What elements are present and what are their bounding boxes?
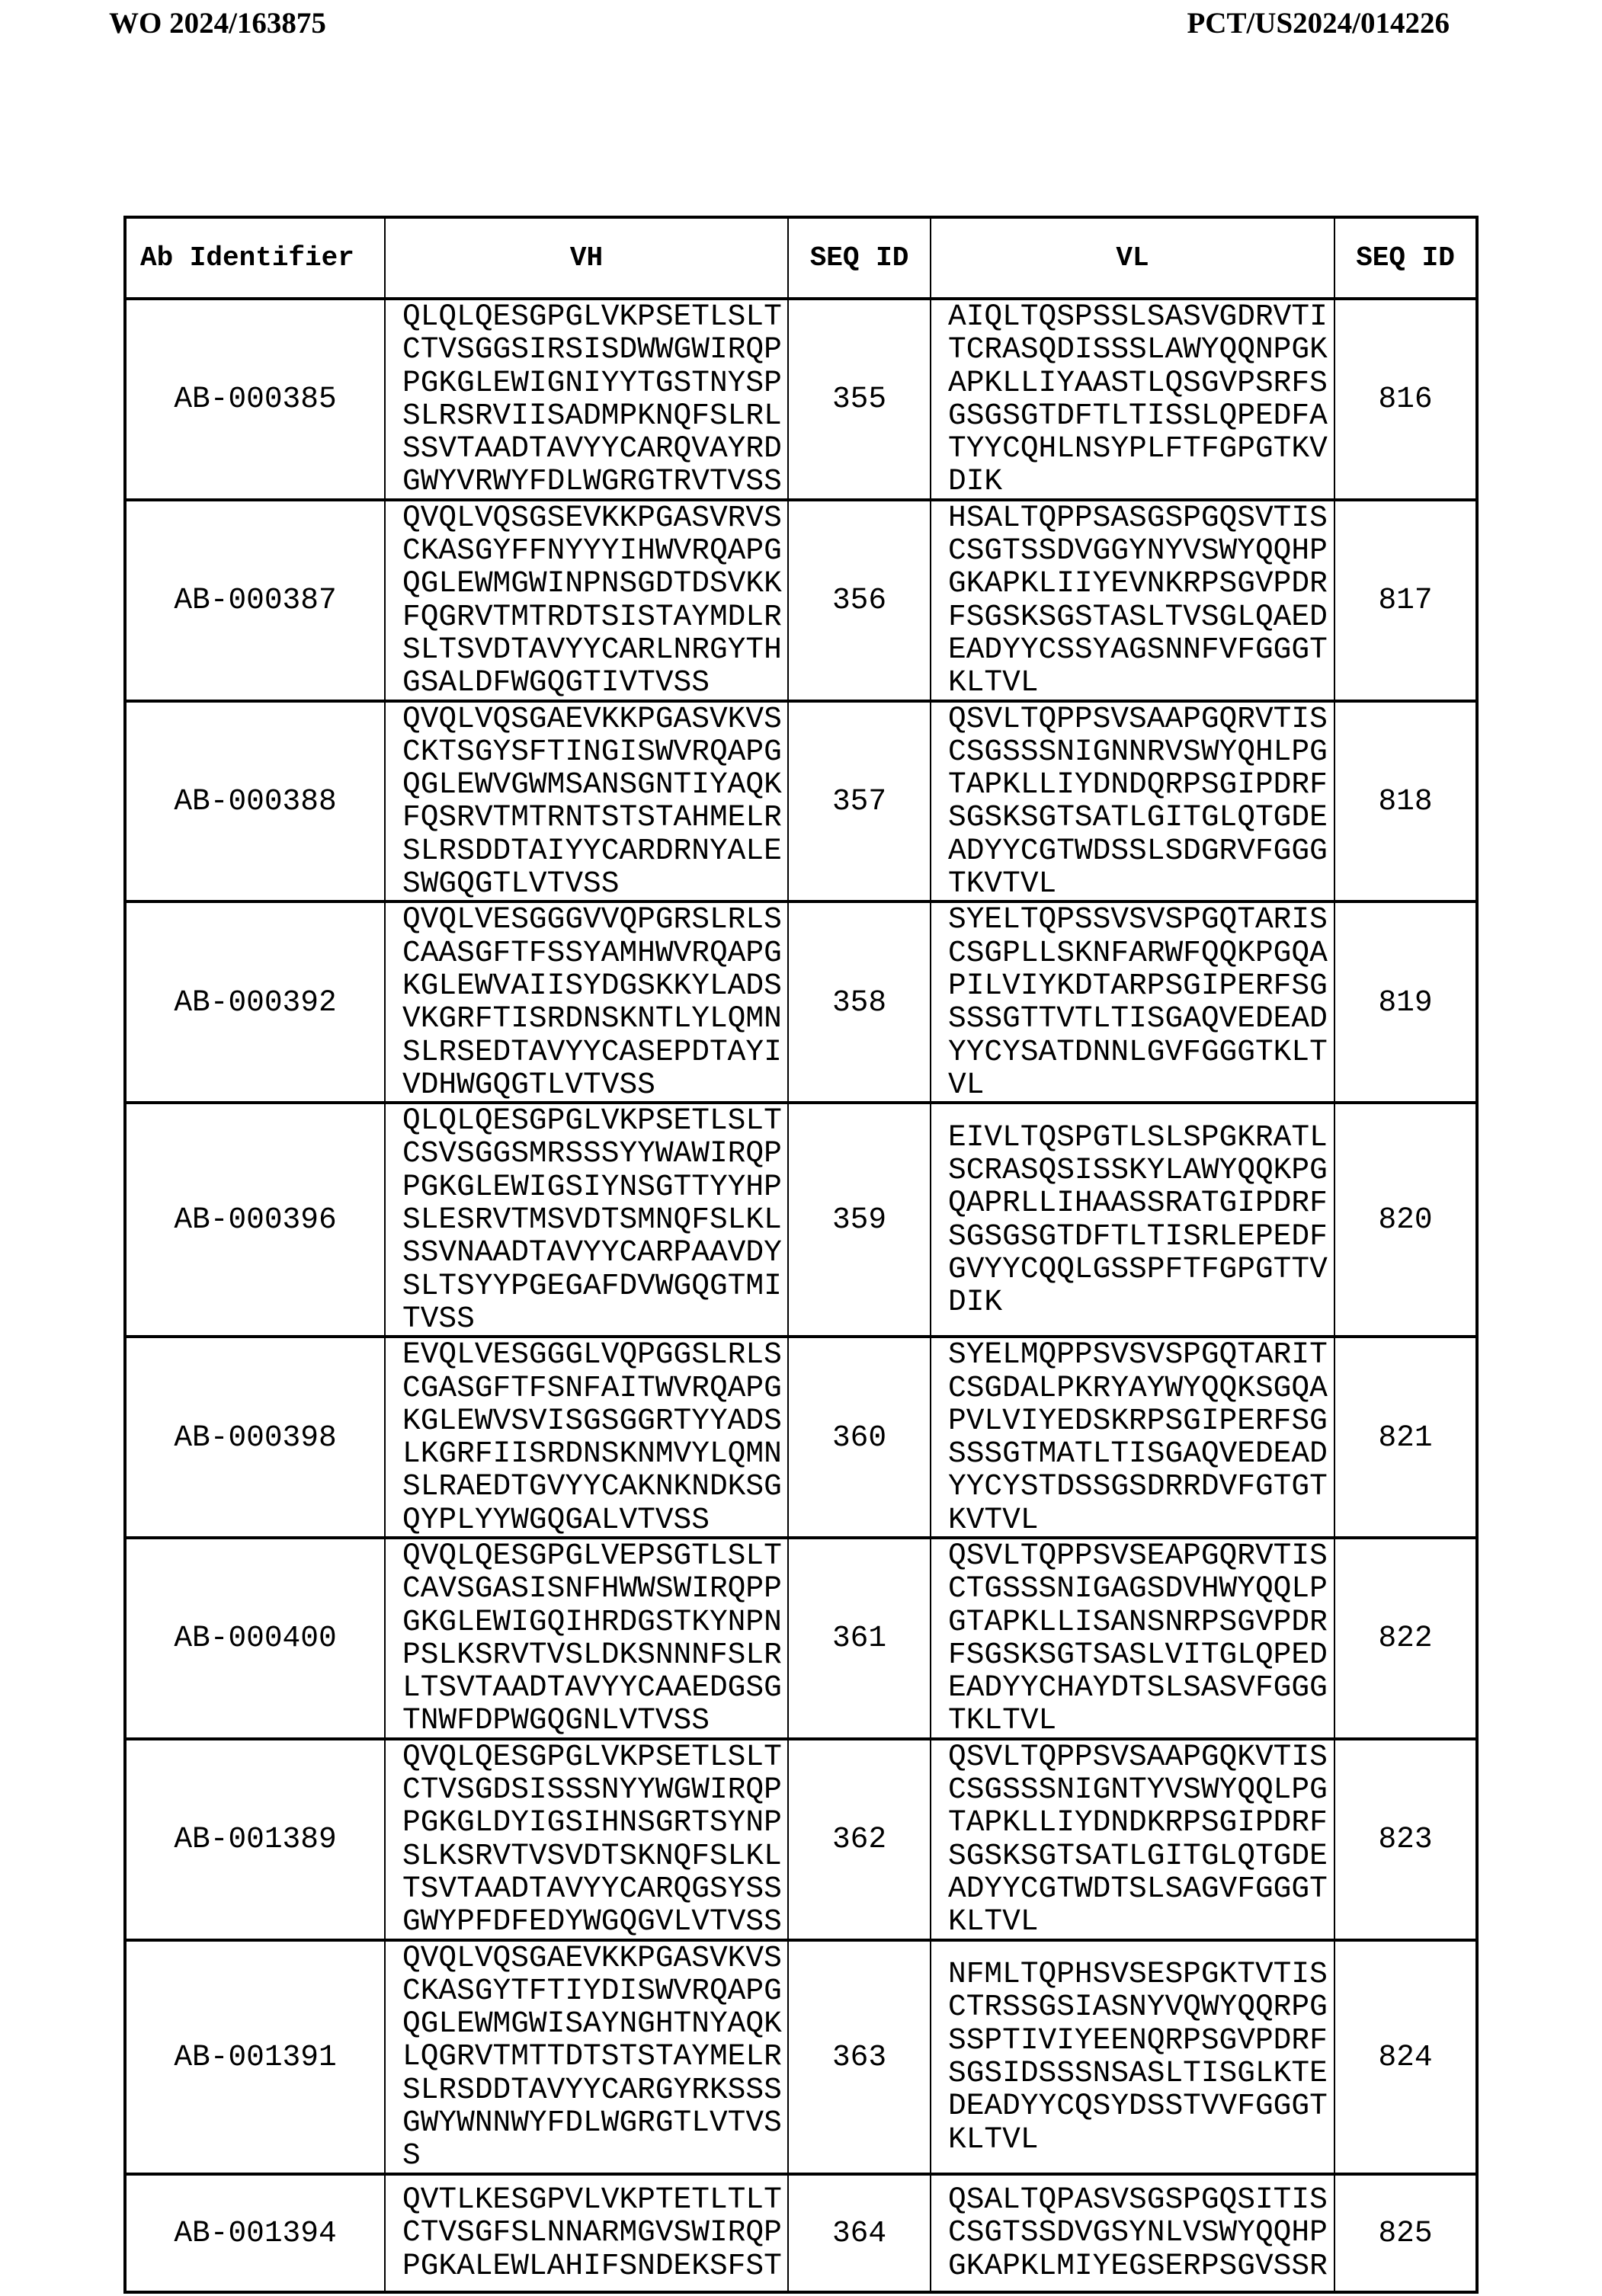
vl-sequence-cell xyxy=(931,1337,1334,1538)
vh-sequence-line: QVQLVESGGGVVQPGRSLRLS xyxy=(402,903,787,936)
vh-sequence-line: TVSS xyxy=(402,1302,787,1335)
vh-sequence-line: PGKGLDYIGSIHNSGRTSYNP xyxy=(402,1806,787,1839)
table-body xyxy=(125,299,1477,2292)
vl-sequence-line: YYCYSATDNNLGVFGGGTKLT xyxy=(948,1036,1334,1068)
vh-sequence-line: CAVSGASISNFHWWSWIRQPP xyxy=(402,1572,787,1605)
vl-sequence-line: SGSKSGTSATLGITGLQTGDE xyxy=(948,1840,1334,1872)
vl-seq-id-cell: 818 xyxy=(1334,701,1477,902)
ab-identifier-cell: AB-000388 xyxy=(125,701,385,902)
vl-sequence-line: NFMLTQPHSVSESPGKTVTIS xyxy=(948,1958,1334,1990)
table-row xyxy=(125,299,1477,500)
vl-sequence-line: QAPRLLIHAASSRATGIPDRF xyxy=(948,1186,1334,1219)
vh-sequence-line: LKGRFIISRDNSKNMVYLQMN xyxy=(402,1437,787,1470)
vl-sequence-line: TKLTVL xyxy=(948,1704,1334,1737)
vh-sequence-line: QVQLVQSGAEVKKPGASVKVS xyxy=(402,703,787,735)
vl-sequence-cell xyxy=(931,1103,1334,1337)
vh-sequence-line: GWYVRWYFDLWGRGTRVTVSS xyxy=(402,465,787,498)
vh-sequence-line: GWYPFDFEDYWGQGVLVTVSS xyxy=(402,1905,787,1938)
vh-sequence-line: QGLEWMGWINPNSGDTDSVKK xyxy=(402,567,787,600)
header-vl: VL xyxy=(931,217,1334,299)
vl-sequence-line: SGSIDSSSNSASLTISGLKTE xyxy=(948,2057,1334,2089)
table-row xyxy=(125,1103,1477,1337)
vl-sequence-line: GKAPKLMIYEGSERPSGVSSR xyxy=(948,2250,1334,2282)
table-header-row xyxy=(125,217,1477,299)
vl-sequence-line: TCRASQDISSSLAWYQQNPGK xyxy=(948,333,1334,366)
vh-sequence-line: LTSVTAADTAVYYCAAEDGSG xyxy=(402,1671,787,1704)
vl-sequence-cell xyxy=(931,701,1334,902)
vh-seq-id-cell: 364 xyxy=(788,2174,931,2292)
vl-sequence-line: YYCYSTDSSGSDRRDVFGTGT xyxy=(948,1470,1334,1503)
vl-sequence-line: SGSKSGTSATLGITGLQTGDE xyxy=(948,801,1334,834)
vh-seq-id-cell: 355 xyxy=(788,299,931,500)
vh-sequence-line: QGLEWVGWMSANSGNTIYAQK xyxy=(402,768,787,801)
vh-sequence-line: PSLKSRVTVSLDKSNNNFSLR xyxy=(402,1638,787,1671)
vh-sequence-cell xyxy=(385,1538,788,1739)
vh-sequence-line: LQGRVTMTTDTSTSTAYMELR xyxy=(402,2040,787,2073)
vl-seq-id-cell: 825 xyxy=(1334,2174,1477,2292)
vh-sequence-line: VKGRFTISRDNSKNTLYLQMN xyxy=(402,1002,787,1035)
vl-sequence-line: CSGDALPKRYAYWYQQKSGQA xyxy=(948,1372,1334,1404)
publication-number: WO 2024/163875 xyxy=(109,6,326,40)
ab-identifier-cell: AB-001389 xyxy=(125,1739,385,1940)
vh-sequence-line: PGKALEWLAHIFSNDEKSFST xyxy=(402,2250,787,2282)
vl-sequence-line: AIQLTQSPSSLSASVGDRVTI xyxy=(948,300,1334,333)
vh-sequence-line: CTVSGDSISSSNYYWGWIRQP xyxy=(402,1773,787,1806)
vh-sequence-line: PGKGLEWIGNIYYTGSTNYSP xyxy=(402,367,787,399)
vh-sequence-line: FQSRVTMTRNTSTSTAHMELR xyxy=(402,801,787,834)
table-row xyxy=(125,500,1477,701)
vh-sequence-line: PGKGLEWIGSIYNSGTTYYHP xyxy=(402,1170,787,1203)
vh-sequence-line: SLESRVTMSVDTSMNQFSLKL xyxy=(402,1203,787,1236)
vh-sequence-cell xyxy=(385,901,788,1103)
vl-sequence-line: CSGTSSDVGSYNLVSWYQQHP xyxy=(948,2216,1334,2249)
vl-sequence-cell xyxy=(931,1940,1334,2174)
vh-sequence-cell xyxy=(385,1103,788,1337)
ab-identifier-cell: AB-000392 xyxy=(125,901,385,1103)
vh-sequence-line: QVQLQESGPGLVEPSGTLSLT xyxy=(402,1539,787,1572)
vl-sequence-line: APKLLIYAASTLQSGVPSRFS xyxy=(948,367,1334,399)
vl-seq-id-cell: 816 xyxy=(1334,299,1477,500)
vh-sequence-line: QVQLVQSGAEVKKPGASVKVS xyxy=(402,1942,787,1974)
ab-identifier-cell: AB-000400 xyxy=(125,1538,385,1739)
vh-sequence-line: CTVSGGSIRSISDWWGWIRQP xyxy=(402,333,787,366)
header-vh-seq-id: SEQ ID xyxy=(788,217,931,299)
vh-sequence-line: QLQLQESGPGLVKPSETLSLT xyxy=(402,1104,787,1137)
vh-sequence-line: CSVSGGSMRSSSYYWAWIRQP xyxy=(402,1137,787,1170)
vh-sequence-cell xyxy=(385,299,788,500)
vl-sequence-line: SCRASQSISSKYLAWYQQKPG xyxy=(948,1154,1334,1186)
vh-seq-id-cell: 360 xyxy=(788,1337,931,1538)
table-row xyxy=(125,901,1477,1103)
vl-sequence-line: KVTVL xyxy=(948,1503,1334,1536)
vl-sequence-line: GSGSGTDFTLTISSLQPEDFA xyxy=(948,399,1334,432)
vh-sequence-line: GKGLEWIGQIHRDGSTKYNPN xyxy=(402,1606,787,1638)
table-row xyxy=(125,1739,1477,1940)
table-row xyxy=(125,2174,1477,2292)
vh-sequence-line: QGLEWMGWISAYNGHTNYAQK xyxy=(402,2007,787,2040)
vl-sequence-line: QSVLTQPPSVSEAPGQRVTIS xyxy=(948,1539,1334,1572)
vh-sequence-line: CKTSGYSFTINGISWVRQAPG xyxy=(402,735,787,768)
vl-sequence-line: DEADYYCQSYDSSTVVFGGGT xyxy=(948,2089,1334,2122)
vl-seq-id-cell: 817 xyxy=(1334,500,1477,701)
vh-sequence-line: GSALDFWGQGTIVTVSS xyxy=(402,666,787,699)
vh-sequence-cell xyxy=(385,1940,788,2174)
vl-seq-id-cell: 824 xyxy=(1334,1940,1477,2174)
vh-sequence-line: TNWFDPWGQGNLVTVSS xyxy=(402,1704,787,1737)
vl-seq-id-cell: 820 xyxy=(1334,1103,1477,1337)
ab-identifier-cell: AB-000398 xyxy=(125,1337,385,1538)
vh-sequence-line: GWYWNNWYFDLWGRGTLVTVS xyxy=(402,2106,787,2139)
vl-sequence-line: CTGSSSNIGAGSDVHWYQQLP xyxy=(948,1572,1334,1605)
vh-seq-id-cell: 362 xyxy=(788,1739,931,1940)
vh-sequence-line: SLKSRVTVSVDTSKNQFSLKL xyxy=(402,1840,787,1872)
vl-sequence-line: EADYYCSSYAGSNNFVFGGGT xyxy=(948,633,1334,666)
ab-identifier-cell: AB-001391 xyxy=(125,1940,385,2174)
vl-sequence-line: SYELMQPPSVSVSPGQTARIT xyxy=(948,1338,1334,1371)
vh-sequence-line: QLQLQESGPGLVKPSETLSLT xyxy=(402,300,787,333)
vl-sequence-cell xyxy=(931,1739,1334,1940)
antibody-sequence-table xyxy=(123,216,1479,2294)
vh-seq-id-cell: 357 xyxy=(788,701,931,902)
vl-sequence-line: CTRSSGSIASNYVQWYQQRPG xyxy=(948,1990,1334,2023)
vl-seq-id-cell: 822 xyxy=(1334,1538,1477,1739)
vh-sequence-line: SWGQGTLVTVSS xyxy=(402,867,787,900)
vh-sequence-line: SLTSYYPGEGAFDVWGQGTMI xyxy=(402,1270,787,1302)
vl-sequence-line: TAPKLLIYDNDKRPSGIPDRF xyxy=(948,1806,1334,1839)
vl-sequence-line: QSALTQPASVSGSPGQSITIS xyxy=(948,2183,1334,2216)
vh-sequence-line: VDHWGQGTLVTVSS xyxy=(402,1068,787,1101)
header-vl-seq-id: SEQ ID xyxy=(1334,217,1477,299)
vl-sequence-line: KLTVL xyxy=(948,666,1334,699)
header-vh: VH xyxy=(385,217,788,299)
vh-sequence-line: SLRSDDTAVYYCARGYRKSSS xyxy=(402,2073,787,2106)
vl-sequence-line: QSVLTQPPSVSAAPGQRVTIS xyxy=(948,703,1334,735)
vl-sequence-line: TKVTVL xyxy=(948,867,1334,900)
vl-sequence-cell xyxy=(931,500,1334,701)
vl-sequence-line: FSGSKSGTSASLVITGLQPED xyxy=(948,1638,1334,1671)
vl-sequence-line: ADYYCGTWDSSLSDGRVFGGG xyxy=(948,834,1334,867)
vl-sequence-line: HSALTQPPSASGSPGQSVTIS xyxy=(948,501,1334,534)
vl-sequence-line: DIK xyxy=(948,465,1334,498)
vh-sequence-line: QVTLKESGPVLVKPTETLTLT xyxy=(402,2183,787,2216)
vh-sequence-line: EVQLVESGGGLVQPGGSLRLS xyxy=(402,1338,787,1371)
vh-sequence-line: KGLEWVSVISGSGGRTYYADS xyxy=(402,1404,787,1437)
vh-sequence-line: QYPLYYWGQGALVTVSS xyxy=(402,1503,787,1536)
vl-sequence-line: SSSGTMATLTISGAQVEDEAD xyxy=(948,1437,1334,1470)
vl-sequence-line: DIK xyxy=(948,1286,1334,1318)
vh-sequence-line: SLRSRVIISADMPKNQFSLRL xyxy=(402,399,787,432)
vl-sequence-line: SYELTQPSSVSVSPGQTARIS xyxy=(948,903,1334,936)
vh-sequence-line: SLTSVDTAVYYCARLNRGYTH xyxy=(402,633,787,666)
vl-seq-id-cell: 819 xyxy=(1334,901,1477,1103)
vh-sequence-line: SSVTAADTAVYYCARQVAYRD xyxy=(402,432,787,465)
vl-sequence-line: KLTVL xyxy=(948,1905,1334,1938)
table-row xyxy=(125,1538,1477,1739)
vl-sequence-line: VL xyxy=(948,1068,1334,1101)
table-row xyxy=(125,1940,1477,2174)
ab-identifier-cell: AB-000385 xyxy=(125,299,385,500)
vh-sequence-cell xyxy=(385,2174,788,2292)
application-number: PCT/US2024/014226 xyxy=(1187,6,1450,40)
vh-seq-id-cell: 363 xyxy=(788,1940,931,2174)
vl-sequence-line: TAPKLLIYDNDQRPSGIPDRF xyxy=(948,768,1334,801)
vl-sequence-line: SSPTIVIYEENQRPSGVPDRF xyxy=(948,2024,1334,2057)
vl-sequence-line: ADYYCGTWDTSLSAGVFGGGT xyxy=(948,1872,1334,1905)
vh-sequence-line: QVQLVQSGSEVKKPGASVRVS xyxy=(402,501,787,534)
vl-sequence-line: FSGSKSGSTASLTVSGLQAED xyxy=(948,600,1334,633)
vl-sequence-cell xyxy=(931,901,1334,1103)
vl-sequence-line: PVLVIYEDSKRPSGIPERFSG xyxy=(948,1404,1334,1437)
table-row xyxy=(125,1337,1477,1538)
vh-sequence-cell xyxy=(385,1739,788,1940)
vh-sequence-line: CAASGFTFSSYAMHWVRQAPG xyxy=(402,937,787,969)
vl-sequence-line: CSGPLLSKNFARWFQQKPGQA xyxy=(948,937,1334,969)
vh-sequence-line: QVQLQESGPGLVKPSETLSLT xyxy=(402,1740,787,1773)
vh-sequence-cell xyxy=(385,500,788,701)
vh-sequence-line: CTVSGFSLNNARMGVSWIRQP xyxy=(402,2216,787,2249)
vh-seq-id-cell: 358 xyxy=(788,901,931,1103)
vl-sequence-line: SSSGTTVTLTISGAQVEDEAD xyxy=(948,1002,1334,1035)
vl-sequence-line: CSGSSSNIGNNRVSWYQHLPG xyxy=(948,735,1334,768)
vl-sequence-line: EIVLTQSPGTLSLSPGKRATL xyxy=(948,1121,1334,1154)
ab-identifier-cell: AB-000387 xyxy=(125,500,385,701)
table-row xyxy=(125,701,1477,902)
vl-sequence-line: CSGSSSNIGNTYVSWYQQLPG xyxy=(948,1773,1334,1806)
vh-sequence-line: SLRSDDTAIYYCARDRNYALE xyxy=(402,834,787,867)
vh-seq-id-cell: 361 xyxy=(788,1538,931,1739)
ab-identifier-cell: AB-001394 xyxy=(125,2174,385,2292)
vh-sequence-line: SSVNAADTAVYYCARPAAVDY xyxy=(402,1236,787,1269)
vl-seq-id-cell: 821 xyxy=(1334,1337,1477,1538)
vh-sequence-line: TSVTAADTAVYYCARQGSYSS xyxy=(402,1872,787,1905)
vh-sequence-line: FQGRVTMTRDTSISTAYMDLR xyxy=(402,600,787,633)
vh-seq-id-cell: 356 xyxy=(788,500,931,701)
vh-sequence-line: CGASGFTFSNFAITWVRQAPG xyxy=(402,1372,787,1404)
vh-sequence-line: S xyxy=(402,2139,787,2172)
vh-sequence-line: SLRSEDTAVYYCASEPDTAYI xyxy=(402,1036,787,1068)
vl-sequence-cell xyxy=(931,1538,1334,1739)
vl-sequence-line: EADYYCHAYDTSLSASVFGGG xyxy=(948,1671,1334,1704)
vl-sequence-line: GVYYCQQLGSSPFTFGPGTTV xyxy=(948,1253,1334,1286)
vh-sequence-line: SLRAEDTGVYYCAKNKNDKSG xyxy=(402,1470,787,1503)
vl-sequence-cell xyxy=(931,299,1334,500)
vh-sequence-cell xyxy=(385,701,788,902)
vl-sequence-line: QSVLTQPPSVSAAPGQKVTIS xyxy=(948,1740,1334,1773)
vl-sequence-line: GKAPKLIIYEVNKRPSGVPDR xyxy=(948,567,1334,600)
vh-sequence-line: KGLEWVAIISYDGSKKYLADS xyxy=(402,969,787,1002)
vl-sequence-line: PILVIYKDTARPSGIPERFSG xyxy=(948,969,1334,1002)
header-ab-identifier: Ab Identifier xyxy=(125,217,385,299)
vl-sequence-line: SGSGSGTDFTLTISRLEPEDF xyxy=(948,1220,1334,1253)
vl-sequence-line: TYYCQHLNSYPLFTFGPGTKV xyxy=(948,432,1334,465)
vl-sequence-cell xyxy=(931,2174,1334,2292)
vh-seq-id-cell: 359 xyxy=(788,1103,931,1337)
vh-sequence-line: CKASGYFFNYYYIHWVRQAPG xyxy=(402,534,787,567)
vh-sequence-cell xyxy=(385,1337,788,1538)
vl-sequence-line: GTAPKLLISANSNRPSGVPDR xyxy=(948,1606,1334,1638)
vh-sequence-line: CKASGYTFTIYDISWVRQAPG xyxy=(402,1974,787,2007)
vl-seq-id-cell: 823 xyxy=(1334,1739,1477,1940)
ab-identifier-cell: AB-000396 xyxy=(125,1103,385,1337)
vl-sequence-line: KLTVL xyxy=(948,2123,1334,2156)
vl-sequence-line: CSGTSSDVGGYNYVSWYQQHP xyxy=(948,534,1334,567)
